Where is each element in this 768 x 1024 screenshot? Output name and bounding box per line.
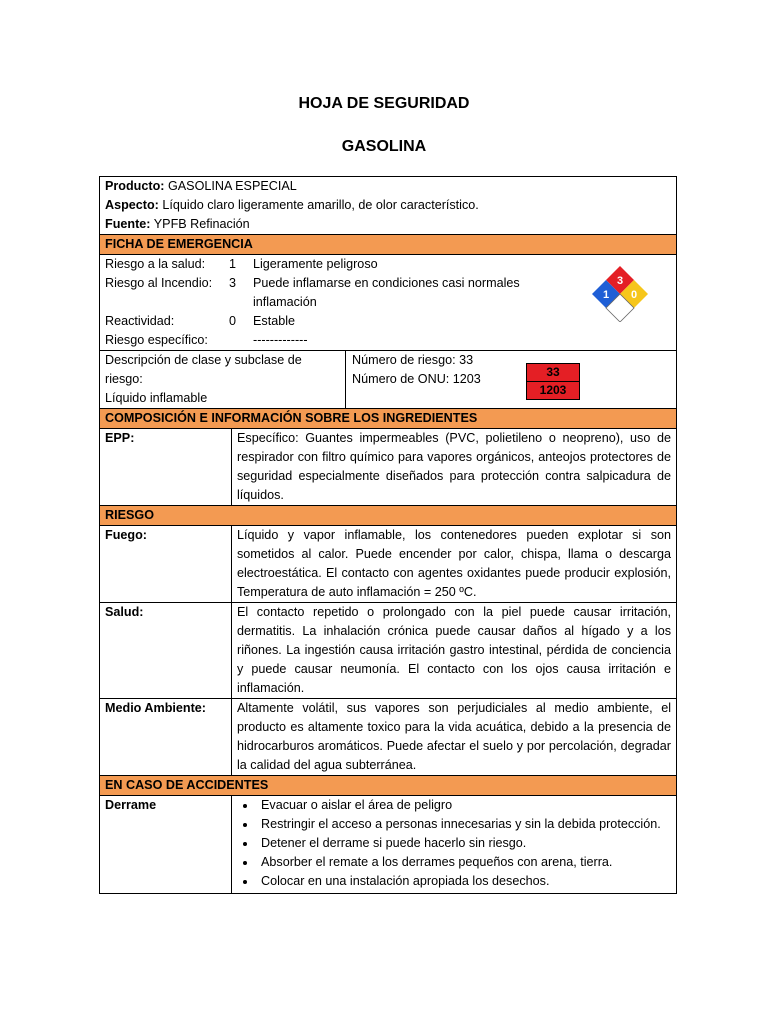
list-item: • Colocar en una instalación apropiada los desechos. — [257, 872, 671, 891]
accidents-header: EN CASO DE ACCIDENTES — [100, 776, 677, 796]
class-description-cell — [100, 351, 346, 408]
derrame-label: Derrame — [100, 796, 232, 894]
epp-text: Específico: Guantes impermeables (PVC, polietileno o neopreno), uso de respirador con filtro químico para vapores orgánicos, anteojos protectores de seguridad especialmente diseñados para protección contra salpicadura de líquidos. — [232, 429, 677, 506]
risk-header: RIESGO — [100, 506, 677, 526]
producto-value: GASOLINA ESPECIAL — [167, 179, 297, 193]
derrame-row — [100, 796, 677, 894]
emergency-header-row — [100, 235, 677, 255]
emergency-item-desc: Ligeramente peligroso — [253, 257, 378, 271]
epp-label: EPP: — [100, 429, 232, 506]
risk-number: Número de riesgo: 33 — [352, 353, 474, 367]
emergency-item-label: Riesgo específico: — [105, 333, 208, 347]
nfpa-fire-value: 3 — [616, 275, 624, 287]
aspecto-value: Líquido claro ligeramente amarillo, de olor característico. — [162, 198, 479, 212]
emergency-item-number — [229, 331, 253, 350]
emergency-item-number: 3 — [229, 276, 237, 290]
risk-row-medio-ambiente — [100, 699, 677, 776]
derrame-list — [237, 796, 671, 891]
risk-row-fuego — [100, 526, 677, 603]
emergency-item — [105, 331, 671, 350]
composition-header-row — [100, 409, 677, 429]
emergency-item — [105, 312, 671, 331]
fuente-value: YPFB Refinación — [153, 217, 250, 231]
emergency-details — [105, 255, 671, 350]
emergency-item-label: Riesgo al Incendio: — [105, 276, 213, 290]
product-row — [100, 177, 677, 235]
list-item: • Evacuar o aislar el área de peligro — [257, 796, 671, 815]
nfpa-health-value: 1 — [602, 289, 610, 301]
list-item: • Detener el derrame si puede hacerlo sin riesgo. — [257, 834, 671, 853]
emergency-item — [105, 274, 671, 312]
emergency-item-desc: Puede inflamarse en condiciones casi normales inflamación — [253, 276, 520, 309]
document-subtitle: GASOLINA — [341, 138, 427, 155]
class-row — [100, 351, 677, 409]
hazard-plate — [526, 363, 580, 400]
risk-header-row — [100, 506, 677, 526]
nfpa-diamond-icon — [592, 266, 648, 322]
risk-text: Líquido y vapor inflamable, los contenedores pueden explotar si son sometidos al calor. Puede encender por calor, chispa, llama o descarga electroestática. El contacto con agentes oxidantes puede producir explosión, Temperatura de auto inflamación = 250 ºC. — [232, 526, 677, 603]
document-title: HOJA DE SEGURIDAD — [298, 95, 470, 112]
emergency-item-label: Riesgo a la salud: — [105, 257, 206, 271]
emergency-header: FICHA DE EMERGENCIA — [100, 235, 677, 255]
risk-label: Fuego: — [100, 526, 232, 603]
safety-sheet-table — [99, 176, 677, 894]
emergency-item-label: Reactividad: — [105, 314, 175, 328]
fuente-label: Fuente: — [105, 217, 151, 231]
class-value: Líquido inflamable — [105, 391, 208, 405]
risk-text: Altamente volátil, sus vapores son perjudiciales al medio ambiente, el producto es altamente toxico para la vida acuática, debido a la presencia de hidrocarburos aromáticos. Puede afectar el suelo y por percolación, degradar la calidad del agua subterránea. — [232, 699, 677, 776]
emergency-item — [105, 255, 671, 274]
emergency-item-number: 0 — [229, 314, 237, 328]
hazard-plate-risk: 33 — [526, 363, 580, 382]
emergency-item-desc: ------------- — [253, 333, 308, 347]
nfpa-reactivity-value: 0 — [630, 289, 638, 301]
risk-label: Medio Ambiente: — [100, 699, 232, 776]
list-item: • Absorber el remate a los derrames pequeños con arena, tierra. — [257, 853, 671, 872]
epp-row — [100, 429, 677, 506]
accidents-header-row — [100, 776, 677, 796]
emergency-item-number: 1 — [229, 257, 237, 271]
risk-numbers-cell — [346, 351, 676, 408]
hazard-plate-onu: 1203 — [526, 382, 580, 400]
composition-header: COMPOSICIÓN E INFORMACIÓN SOBRE LOS INGREDIENTES — [100, 409, 677, 429]
producto-label: Producto: — [105, 179, 165, 193]
risk-label: Salud: — [100, 603, 232, 699]
onu-number: Número de ONU: 1203 — [352, 372, 481, 386]
risk-text: El contacto repetido o prolongado con la piel puede causar irritación, dermatitis. La inhalación crónica puede causar daños al hígado y a los riñones. La ingestión causa irritación gastro intestinal, pérdida de conciencia y puede causar neumonía. El contacto con los ojos causa irritación e inflamación. — [232, 603, 677, 699]
aspecto-label: Aspecto: — [105, 198, 159, 212]
risk-row-salud — [100, 603, 677, 699]
class-description: Descripción de clase y subclase de riesgo: — [105, 353, 302, 386]
emergency-row — [100, 255, 677, 351]
list-item: • Restringir el acceso a personas innecesarias y sin la debida protección. — [257, 815, 671, 834]
emergency-item-desc: Estable — [253, 314, 296, 328]
